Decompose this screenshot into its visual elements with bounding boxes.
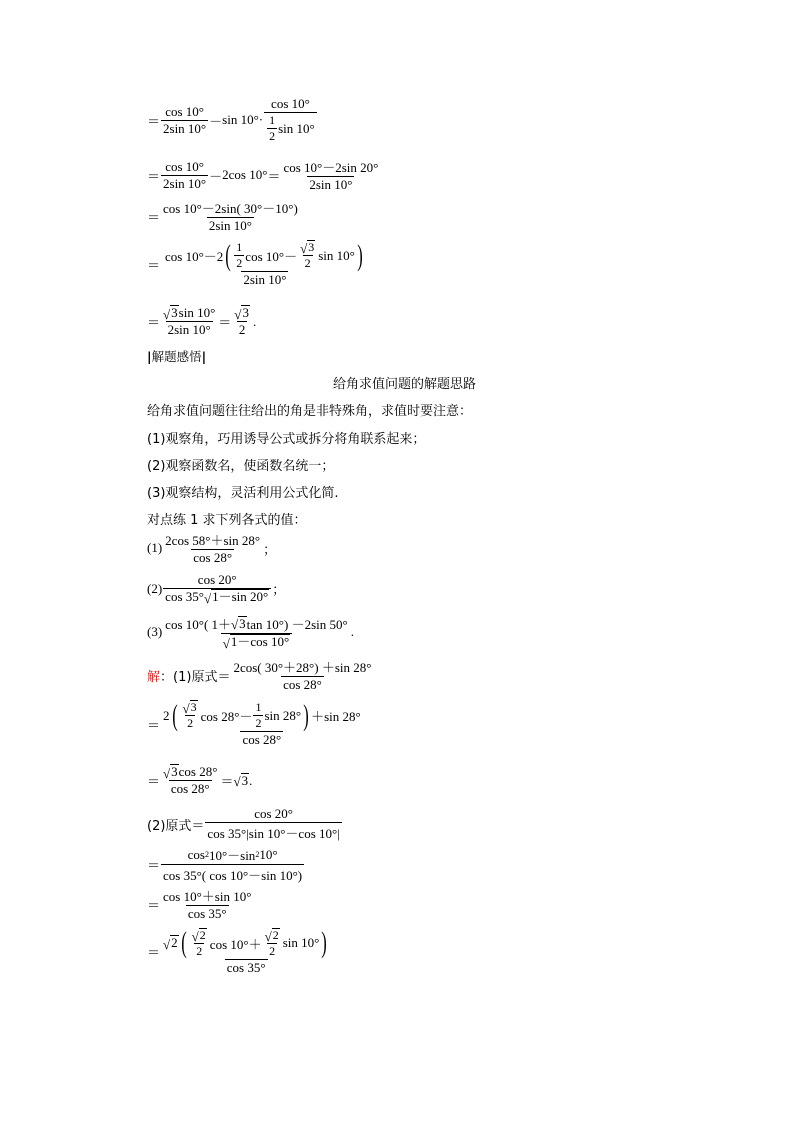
solution-1-line-2: ＝ 2 ( √ 3 2 cos 28°－ $\frac{1}{2}$ sin 28° ) ＋sin 28° cos 28°	[147, 698, 361, 747]
section-heading: 给角求值问题的解题思路	[333, 377, 477, 392]
paragraph: (3)观察结构，灵活利用公式化简.	[147, 486, 339, 501]
paragraph: (2)观察函数名，使函数名统一；	[147, 459, 335, 474]
intro-line-1: ＝ $\frac{\cos 10^\circ}{2\sin 10^\circ}$ － sin 10° · cos 10° $\frac{1}{2}$ sin 10°	[147, 96, 315, 143]
paragraph: 给角求值问题往往给出的角是非特殊角，求值时要注意：	[147, 404, 473, 419]
solution-1-line-3: ＝ √ 3 cos 28° cos 28° ＝ √ 3 .	[147, 764, 253, 796]
intro-line-2: ＝ $\frac{\cos 10^\circ}{2\sin 10^\circ}$ － 2cos 10° ＝ $\frac{\cos 10^\circ-2\sin 20^\circ}{2\sin 10^\circ}$	[147, 158, 379, 192]
solution-2-line-4: ＝ √ 2 ( √ 2 2 cos 10°＋ √ 2 2 sin 10° ) cos 35°	[147, 926, 328, 975]
problem-1: (1) $\frac{2\cos 58^\circ+\sin 28^\circ}{\cos 28^\circ}$ ；	[147, 533, 277, 565]
paragraph: (1)观察角，巧用诱导公式或拆分将角联系起来；	[147, 432, 426, 447]
solution-1-line-1: 解 ： (1)原式＝ $\frac{2\cos( 30^\circ+28^\circ) +\sin 28^\circ}{\cos 28^\circ}$	[147, 660, 372, 692]
solution-2-line-2: ＝ cos 2 10°－sin 2 10° cos 35°( cos 10°－sin 10°)	[147, 846, 303, 883]
intro-line-3: ＝ $\frac{\cos 10^\circ-2\sin( 30^\circ-10^\circ)}{2\sin 10^\circ}$	[147, 201, 298, 233]
problem-2: (2) cos 20° cos 35° √ 1－sin 20° ；	[147, 572, 286, 606]
intro-line-5: ＝ √ 3 sin 10° 2sin 10° ＝ √ 3 2 .	[147, 305, 257, 337]
solution-2-line-1: (2)原式＝ $\frac{\cos 20^\circ}{\cos 35^\circ|\sin 10^\circ-\cos 10^\circ|}$	[147, 806, 340, 841]
section-title: | 解题感悟 |	[147, 348, 207, 364]
solution-label: 解	[147, 669, 161, 685]
paragraph: 对点练 1 求下列各式的值：	[147, 513, 307, 528]
fraction: cos 10° $\frac{1}{2}$ sin 10°	[264, 96, 317, 144]
intro-line-4: ＝ cos 10°－2 ( $\frac{1}{2}$ cos 10°－ √ 3 2 sin 10° ) 2sin 10°	[147, 238, 363, 287]
problem-3: (3) cos 10°( 1＋ √ 3 tan 10°) －2sin 50° √ 1－cos 10° .	[147, 615, 354, 651]
fraction: $\frac{\cos 10^\circ}{2\sin 10^\circ}$	[163, 103, 207, 136]
solution-2-line-3: ＝ $\frac{\cos 10^\circ+\sin 10^\circ}{\cos 35^\circ}$	[147, 889, 252, 921]
